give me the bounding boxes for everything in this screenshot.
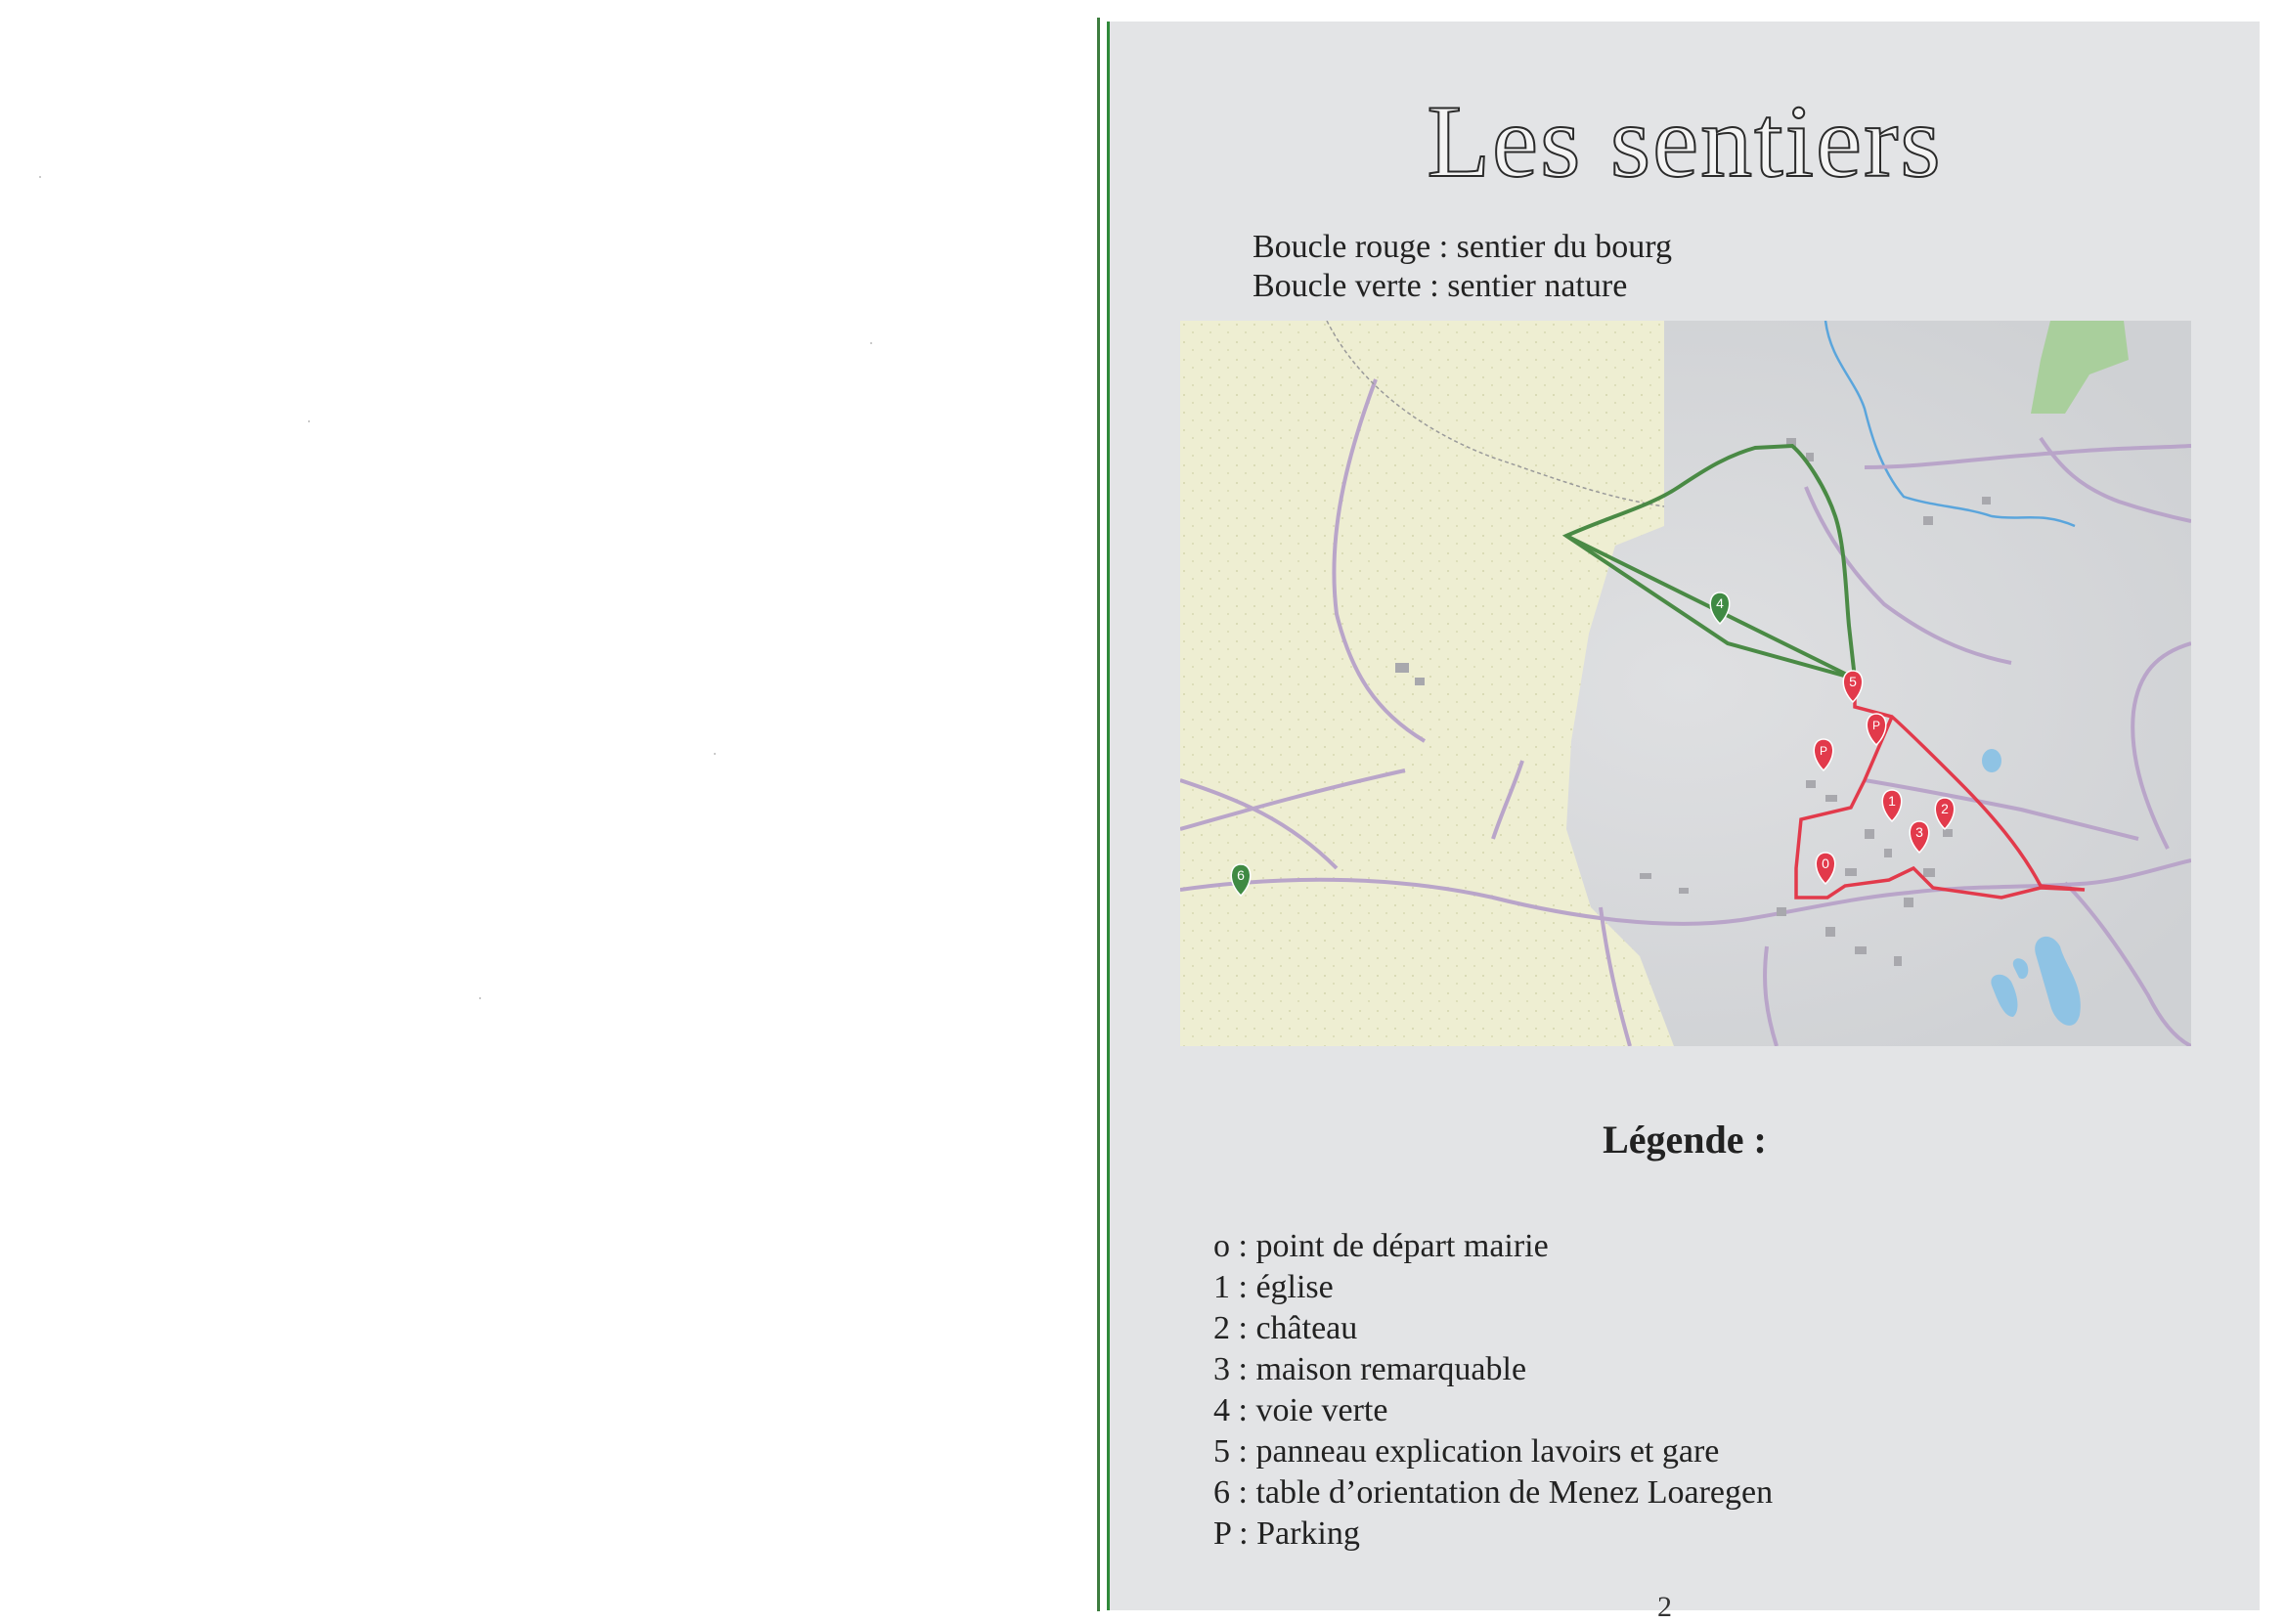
legend-item: 4 : voie verte — [1213, 1392, 1388, 1428]
page-number: 2 — [1657, 1591, 1672, 1623]
blank-left-page — [0, 0, 1105, 1616]
subtitle-red-loop: Boucle rouge : sentier du bourg — [1253, 229, 1673, 265]
marker-label: 5 — [1849, 674, 1857, 689]
marker-label: 6 — [1237, 867, 1245, 883]
legend-item: 5 : panneau explication lavoirs et gare — [1213, 1433, 1720, 1470]
brochure-page — [1107, 22, 2260, 1623]
legend-title: Légende : — [1603, 1118, 1767, 1162]
marker-label: 1 — [1888, 793, 1896, 809]
page-edge — [1097, 18, 1100, 1611]
scan-speck — [870, 342, 872, 344]
trail-map — [1180, 321, 2191, 1046]
legend-list — [1213, 1226, 1773, 1555]
marker-label: 2 — [1941, 801, 1949, 816]
marker-label: 3 — [1915, 824, 1923, 840]
legend-item: 1 : église — [1213, 1269, 1334, 1305]
scan-speck — [479, 997, 481, 999]
legend-item: 6 : table d’orientation de Menez Loaregen — [1213, 1474, 1774, 1511]
pond — [1982, 749, 2001, 772]
marker-label: 0 — [1822, 856, 1829, 871]
page-title: Les sentiers — [1427, 84, 1943, 198]
subtitle-green-loop: Boucle verte : sentier nature — [1253, 268, 1628, 304]
scan-speck — [714, 753, 716, 755]
legend-item: P : Parking — [1213, 1515, 1360, 1552]
scan-speck — [39, 176, 41, 178]
scan-speck — [308, 420, 310, 422]
marker-label: P — [1871, 719, 1881, 732]
legend-item: 3 : maison remarquable — [1213, 1351, 1527, 1387]
marker-label: P — [1819, 744, 1828, 758]
legend-item: 2 : château — [1213, 1310, 1358, 1346]
legend-item: o : point de départ mairie — [1213, 1228, 1549, 1264]
marker-label: 4 — [1716, 595, 1724, 611]
